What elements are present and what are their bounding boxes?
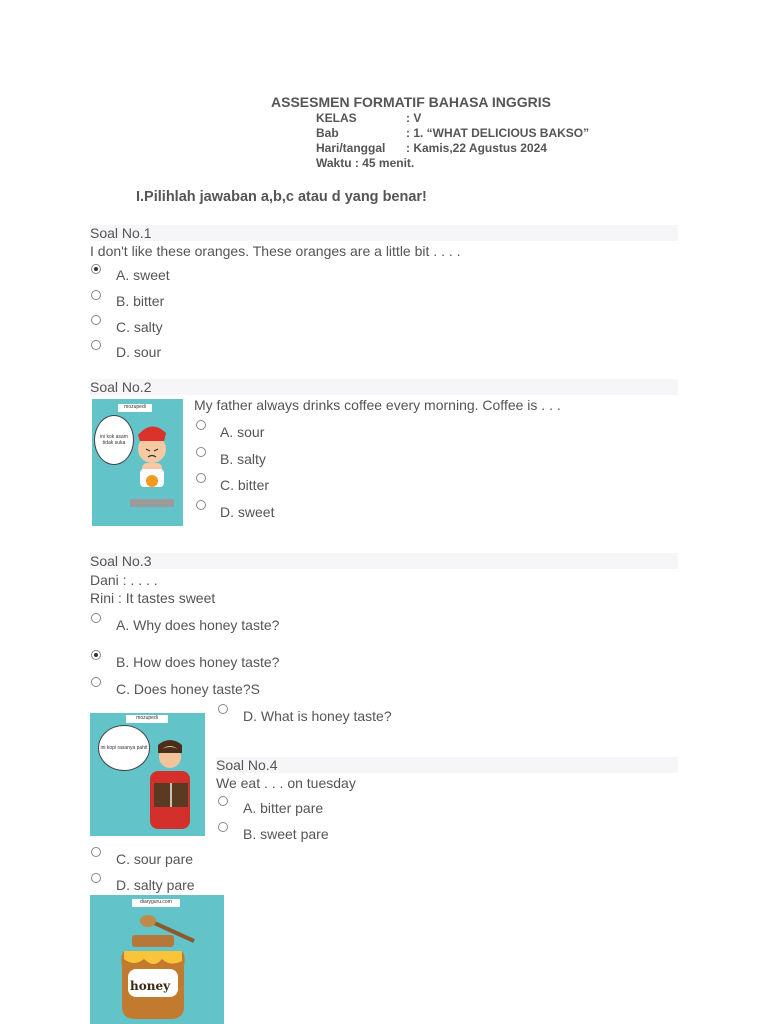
q1-option-b[interactable]: B. bitter [116, 293, 165, 309]
meta-value-kelas: : V [406, 111, 422, 125]
q3-option-a[interactable]: A. Why does honey taste? [116, 617, 280, 633]
q4-option-d[interactable]: D. salty pare [116, 877, 195, 893]
q4-text: We eat . . . on tuesday [216, 775, 356, 791]
sour-face-boy-icon [122, 419, 182, 524]
instruction: I.Pilihlah jawaban a,b,c atau d yang benar! [136, 189, 427, 205]
meta-value-date: : Kamis,22 Agustus 2024 [406, 141, 547, 155]
q1-radio-d[interactable] [91, 340, 101, 350]
meta-key-date: Hari/tanggal [316, 141, 386, 155]
q4-radio-b[interactable] [218, 822, 228, 832]
q3-option-d[interactable]: D. What is honey taste? [243, 708, 392, 724]
q3-line-dani: Dani : . . . . [90, 572, 158, 588]
q2-radio-a[interactable] [196, 420, 206, 430]
q4-option-c[interactable]: C. sour pare [116, 851, 194, 867]
q1-option-a[interactable]: A. sweet [116, 267, 170, 283]
q1-radio-c[interactable] [91, 315, 101, 325]
honey-jar-label: honey [130, 979, 171, 993]
q1-option-c[interactable]: C. salty [116, 319, 163, 335]
meta-key-kelas: KELAS [316, 111, 357, 125]
q3-radio-c[interactable] [91, 677, 101, 687]
honey-image-tag: diaryguru.com [132, 899, 180, 907]
q4-option-a[interactable]: A. bitter pare [243, 800, 324, 816]
q2-label: Soal No.2 [90, 379, 678, 395]
q2-option-c[interactable]: C. bitter [220, 477, 270, 493]
q3-option-c[interactable]: C. Does honey taste?S [116, 681, 260, 697]
q1-label: Soal No.1 [90, 225, 678, 241]
q3-radio-d[interactable] [218, 704, 228, 714]
q2-text: My father always drinks coffee every morning. Coffee is . . . [194, 397, 561, 413]
meta-key-bab: Bab [316, 126, 339, 140]
q4-label: Soal No.4 [216, 757, 678, 773]
q4-option-b[interactable]: B. sweet pare [243, 826, 329, 842]
q3-line-rini: Rini : It tastes sweet [90, 590, 216, 606]
honey-jar-icon [110, 911, 210, 1024]
q2-option-b[interactable]: B. salty [220, 451, 266, 467]
q1-option-d[interactable]: D. sour [116, 344, 162, 360]
q4-radio-c[interactable] [91, 847, 101, 857]
q3-image-tag: mozupedi [126, 715, 168, 723]
q4-radio-d[interactable] [91, 873, 101, 883]
q3-radio-b[interactable] [91, 650, 101, 660]
q2-bubble: ini kok asam tidak suka [94, 415, 134, 465]
q1-radio-a[interactable] [91, 264, 101, 274]
q3-option-b[interactable]: B. How does honey taste? [116, 654, 280, 670]
q2-radio-c[interactable] [196, 473, 206, 483]
q1-radio-b[interactable] [91, 290, 101, 300]
q2-image-tag: mozupedi [118, 404, 152, 412]
q2-image [92, 399, 183, 526]
q1-text: I don't like these oranges. These oranges are a little bit . . . . [90, 243, 461, 259]
q3-image [90, 713, 205, 836]
q3-bubble: ini kopi rasanya pahit [98, 725, 150, 771]
q3-label: Soal No.3 [90, 553, 678, 569]
coffee-man-icon [140, 735, 202, 835]
q2-radio-b[interactable] [196, 447, 206, 457]
meta-key-time: Waktu : 45 menit. [316, 156, 415, 170]
page-title: ASSESMEN FORMATIF BAHASA INGGRIS [271, 94, 552, 110]
q2-option-d[interactable]: D. sweet [220, 504, 275, 520]
q2-option-a[interactable]: A. sour [220, 424, 265, 440]
honey-image [90, 895, 224, 1024]
q3-radio-a[interactable] [91, 613, 101, 623]
q4-radio-a[interactable] [218, 796, 228, 806]
meta-value-bab: : 1. “WHAT DELICIOUS BAKSO” [406, 126, 590, 140]
q2-radio-d[interactable] [196, 500, 206, 510]
